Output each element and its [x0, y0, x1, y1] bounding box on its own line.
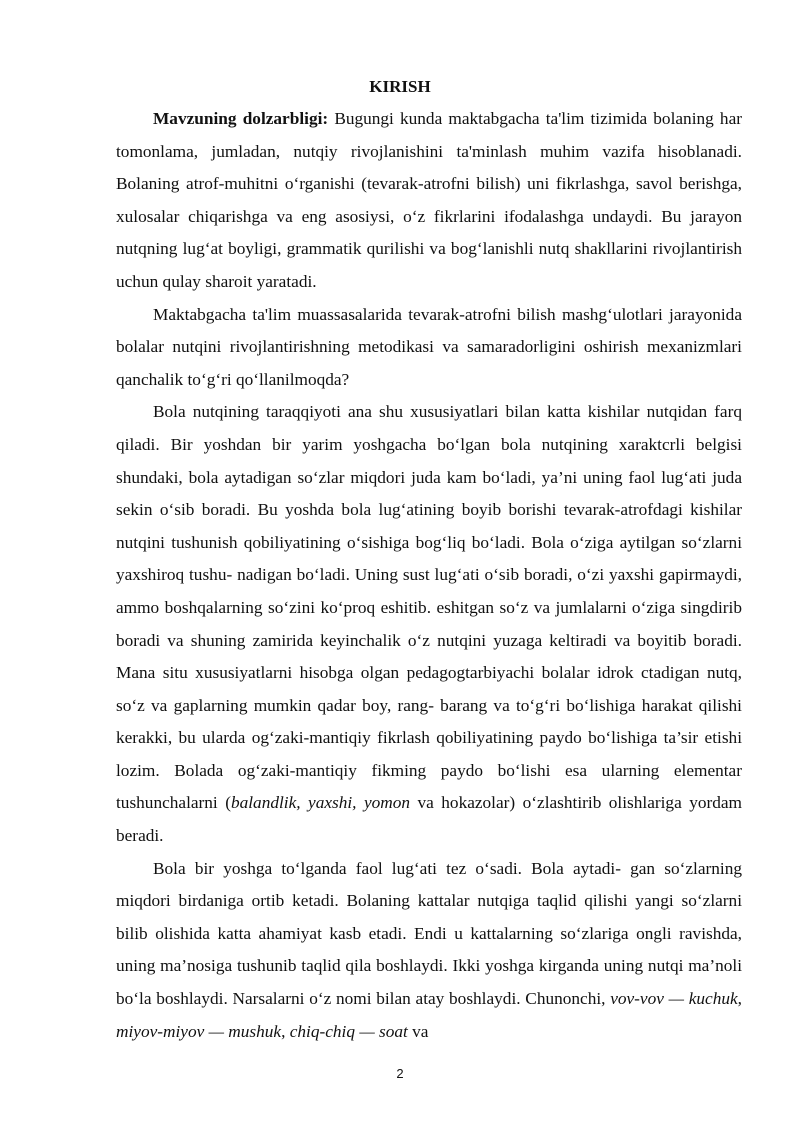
speech-development-text: Bola nutqining taraqqiyoti ana shu xususiyatlari bilan katta kishilar nutqidan farq qiladi. Bir yoshdan bir yarim yoshgacha boʻlgan bola nutqining xaraktcrli belgisi shundaki, bola aytadigan soʻzlar miqdori juda kam boʻladi, ya’ni uning faol lugʻati juda sekin oʻsib boradi. Bu yoshda bola lugʻatining boyib borishi tevarak-atrofdagi kishilar nutqini tushunish qobiliyatining oʻsishiga bogʻliq boʻladi. Bola oʻziga aytilgan soʻzlarni yaxshiroq tushu- nadigan boʻladi. Uning sust lugʻati oʻsib boradi, oʻzi yaxshi gapirmaydi, ammo boshqalarning soʻzini koʻproq eshitib. eshitgan soʻz va jumlalarni oʻziga singdirib boradi va shuning zamirida keyinchalik oʻz nutqini yuzaga keltiradi va boyitib boradi. Mana situ xususiyatlarni hisobga olgan pedagogtarbiyachi bolalar idrok ctadigan nutq, soʻz va gaplarning mumkin qadar boy, rang- barang va toʻgʻri boʻlishiga harakat qilishi kerakki, bu ularda ogʻzaki-mantiqiy fikrlash qobiliyatining paydo boʻlishiga ta’sir etishi lozim. Bolada ogʻzaki-mantiqiy fikming paydo boʻlishi esa ularning elementar tushunchalarni (	[116, 402, 742, 813]
body-text	[116, 103, 742, 1048]
speech-development-end: va hokazolar) oʻzlashtirib olishlariga yordam beradi.	[116, 793, 742, 846]
relevance-lead: Mavzuning dolzarbligi:	[153, 109, 329, 128]
paragraph-active-vocabulary	[116, 853, 742, 1049]
separator-1: ,	[737, 989, 742, 1009]
page-number: 2	[396, 1066, 404, 1081]
separator-2: ,	[281, 1021, 290, 1041]
example-cat: miyov-miyov — mushuk	[116, 1021, 282, 1041]
paragraph-question: Maktabgacha ta'lim muassasalarida tevarak-atrofni bilish mashgʻulotlari jarayonida bolalar nutqini rivojlantirishning metodikasi va samaradorligini oshirish mexanizmlari qanchalik toʻgʻri qoʻllanilmoqda?	[116, 304, 742, 389]
active-vocabulary-end: va	[407, 1021, 429, 1041]
relevance-text: Bugungi kunda maktabgacha ta'lim tizimida bolaning har tomonlama, jumladan, nutqiy rivojlanishini ta'minlash muhim vazifa hisoblanadi. Bolaning atrof-muhitni oʻrganishi (tevarak-atrofni bilish) uni fikrlashga, savol berishga, xulosalar chiqarishga va eng asosiysi, oʻz fikrlarini ifodalashga undaydi. Bu jarayon nutqning lugʻat boyligi, grammatik qurilishi va bogʻlanishli nutq shakllarini rivojlantirish uchun qulay sharoit yaratadi.	[116, 109, 742, 291]
paragraph-relevance	[116, 103, 742, 299]
paragraph-speech-development	[116, 396, 742, 852]
active-vocabulary-text: Bola bir yoshga toʻlganda faol lugʻati tez oʻsadi. Bola aytadi- gan soʻzlarning miqdori birdaniga ortib ketadi. Bolaning kattalar nutqiga taqlid qilishi yangi soʻzlarni bilib olishida katta ahamiyat kasb etadi. Endi u kattalarning soʻzlariga ongli ravishda, uning ma’nosiga tushunib taqlid qila boshlaydi. Ikki yoshga kirganda uning nutqi ma’noli boʻla boshlaydi. Narsalarni oʻz nomi bilan atay boshlaydi. Chunonchi,	[116, 858, 742, 1009]
example-clock: chiq-chiq — soat	[289, 1021, 408, 1041]
concept-examples: balandlik, yaxshi, yomon	[230, 793, 411, 813]
example-dog: vov-vov — kuchuk	[610, 989, 738, 1009]
section-heading: KIRISH	[369, 77, 431, 96]
